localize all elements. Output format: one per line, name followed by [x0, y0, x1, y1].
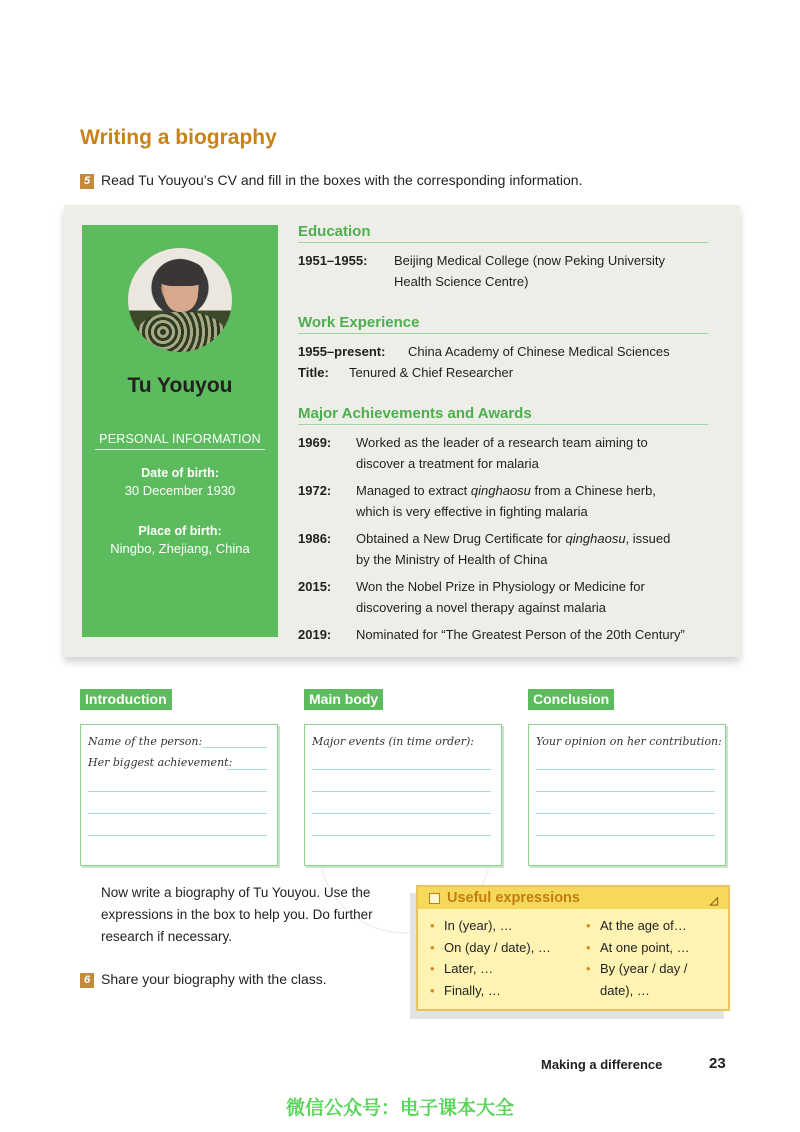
write-line[interactable] — [203, 747, 267, 748]
achievement-year: 1972: — [298, 483, 332, 498]
write-line[interactable] — [227, 769, 267, 770]
achievement-year: 2015: — [298, 579, 332, 594]
expression-item: • At the age of… — [586, 915, 718, 937]
write-line[interactable] — [312, 813, 491, 814]
work-period-value: China Academy of Chinese Medical Sciences — [408, 344, 670, 359]
achievement-item — [298, 576, 708, 618]
expressions-left-column — [430, 915, 575, 1001]
expression-item: • At one point, … — [586, 937, 718, 959]
task-6-text: Share your biography with the class. — [101, 971, 327, 987]
write-line[interactable] — [88, 835, 267, 836]
achievement-year: 2019: — [298, 627, 332, 642]
education-years: 1951–1955: — [298, 253, 368, 268]
achievement-item — [298, 480, 708, 522]
write-line[interactable] — [312, 769, 491, 770]
writing-instruction: Now write a biography of Tu Youyou. Use the expressions in the box to help you. Do further research if necessary. — [101, 885, 373, 944]
achievement-text: Worked as the leader of a research team aiming to discover a treatment for malaria — [356, 435, 648, 471]
achievements-list — [298, 432, 708, 645]
conclusion-label: Conclusion — [528, 689, 614, 710]
education-row — [298, 250, 708, 292]
education-value: Beijing Medical College (now Peking University Health Science Centre) — [394, 253, 665, 289]
task-number-badge: 6 — [80, 973, 94, 988]
work-title-value: Tenured & Chief Researcher — [349, 365, 514, 380]
education-heading: Education — [298, 223, 708, 243]
task-5-instruction — [80, 171, 582, 189]
intro-prompt-achievement: Her biggest achievement: — [88, 756, 233, 769]
page-number: 23 — [709, 1055, 726, 1072]
write-line[interactable] — [88, 791, 267, 792]
conclusion-prompt: Your opinion on her contribution: — [536, 735, 722, 748]
dob-value: 30 December 1930 — [124, 483, 236, 498]
task-6-instruction — [80, 970, 327, 988]
work-title-label: Title: — [298, 365, 329, 380]
introduction-label: Introduction — [80, 689, 172, 710]
main-body-label: Main body — [304, 689, 383, 710]
work-title-row — [298, 362, 708, 383]
main-body-prompt: Major events (in time order): — [312, 735, 474, 748]
expression-item: • Finally, … — [430, 980, 575, 1002]
achievement-item — [298, 432, 708, 474]
main-body-box[interactable] — [304, 724, 502, 866]
write-line[interactable] — [88, 813, 267, 814]
task-number-badge: 5 — [80, 174, 94, 189]
achievement-text: Managed to extract qinghaosu from a Chinese herb, which is very effective in fighting malaria — [356, 483, 656, 519]
write-line[interactable] — [312, 791, 491, 792]
expression-item: • Later, … — [430, 958, 575, 980]
achievement-year: 1986: — [298, 531, 332, 546]
achievement-text: Nominated for “The Greatest Person of the 20th Century” — [356, 627, 685, 642]
useful-expressions-title: Useful expressions — [447, 890, 580, 906]
conclusion-box[interactable] — [528, 724, 726, 866]
portrait-photo — [128, 248, 232, 352]
work-period-label: 1955–present: — [298, 344, 386, 359]
corner-triangle-icon: ◿ — [709, 895, 718, 907]
personal-info-heading: PERSONAL INFORMATION — [95, 432, 265, 450]
achievement-text: Won the Nobel Prize in Physiology or Medicine for discovering a novel therapy against malaria — [356, 579, 645, 615]
dob-label: Date of birth: — [141, 466, 219, 480]
achievement-item — [298, 624, 708, 645]
expression-item: • On (day / date), … — [430, 937, 575, 959]
expression-item: • By (year / day / date), … — [586, 958, 718, 1001]
achievements-heading: Major Achievements and Awards — [298, 405, 708, 425]
write-line[interactable] — [536, 791, 715, 792]
write-line[interactable] — [312, 835, 491, 836]
checkbox-icon — [429, 893, 440, 904]
expressions-right-column — [586, 915, 718, 1001]
achievement-year: 1969: — [298, 435, 332, 450]
useful-expressions-header — [418, 887, 728, 909]
write-line[interactable] — [536, 813, 715, 814]
useful-expressions-box — [416, 885, 730, 1011]
work-period-row — [298, 341, 708, 362]
expression-item: • In (year), … — [430, 915, 575, 937]
write-line[interactable] — [536, 835, 715, 836]
cv-sidebar — [82, 225, 278, 637]
cv-details — [298, 223, 708, 651]
section-title: Writing a biography — [80, 126, 277, 149]
cv-card — [64, 205, 740, 657]
pob-label: Place of birth: — [138, 524, 222, 538]
task-5-text: Read Tu Youyou’s CV and fill in the boxes with the corresponding information. — [101, 172, 583, 188]
wechat-watermark: 微信公众号：电子课本大全 — [285, 1098, 514, 1119]
introduction-box[interactable] — [80, 724, 278, 866]
achievement-text: Obtained a New Drug Certificate for qinghaosu, issued by the Ministry of Health of China — [356, 531, 671, 567]
write-line[interactable] — [536, 769, 715, 770]
achievement-item — [298, 528, 708, 570]
footer-unit-title: Making a difference — [541, 1057, 663, 1072]
pob-value: Ningbo, Zhejiang, China — [110, 541, 250, 556]
cv-name: Tu Youyou — [127, 374, 233, 397]
work-heading: Work Experience — [298, 314, 708, 334]
intro-prompt-name: Name of the person: — [88, 735, 203, 748]
